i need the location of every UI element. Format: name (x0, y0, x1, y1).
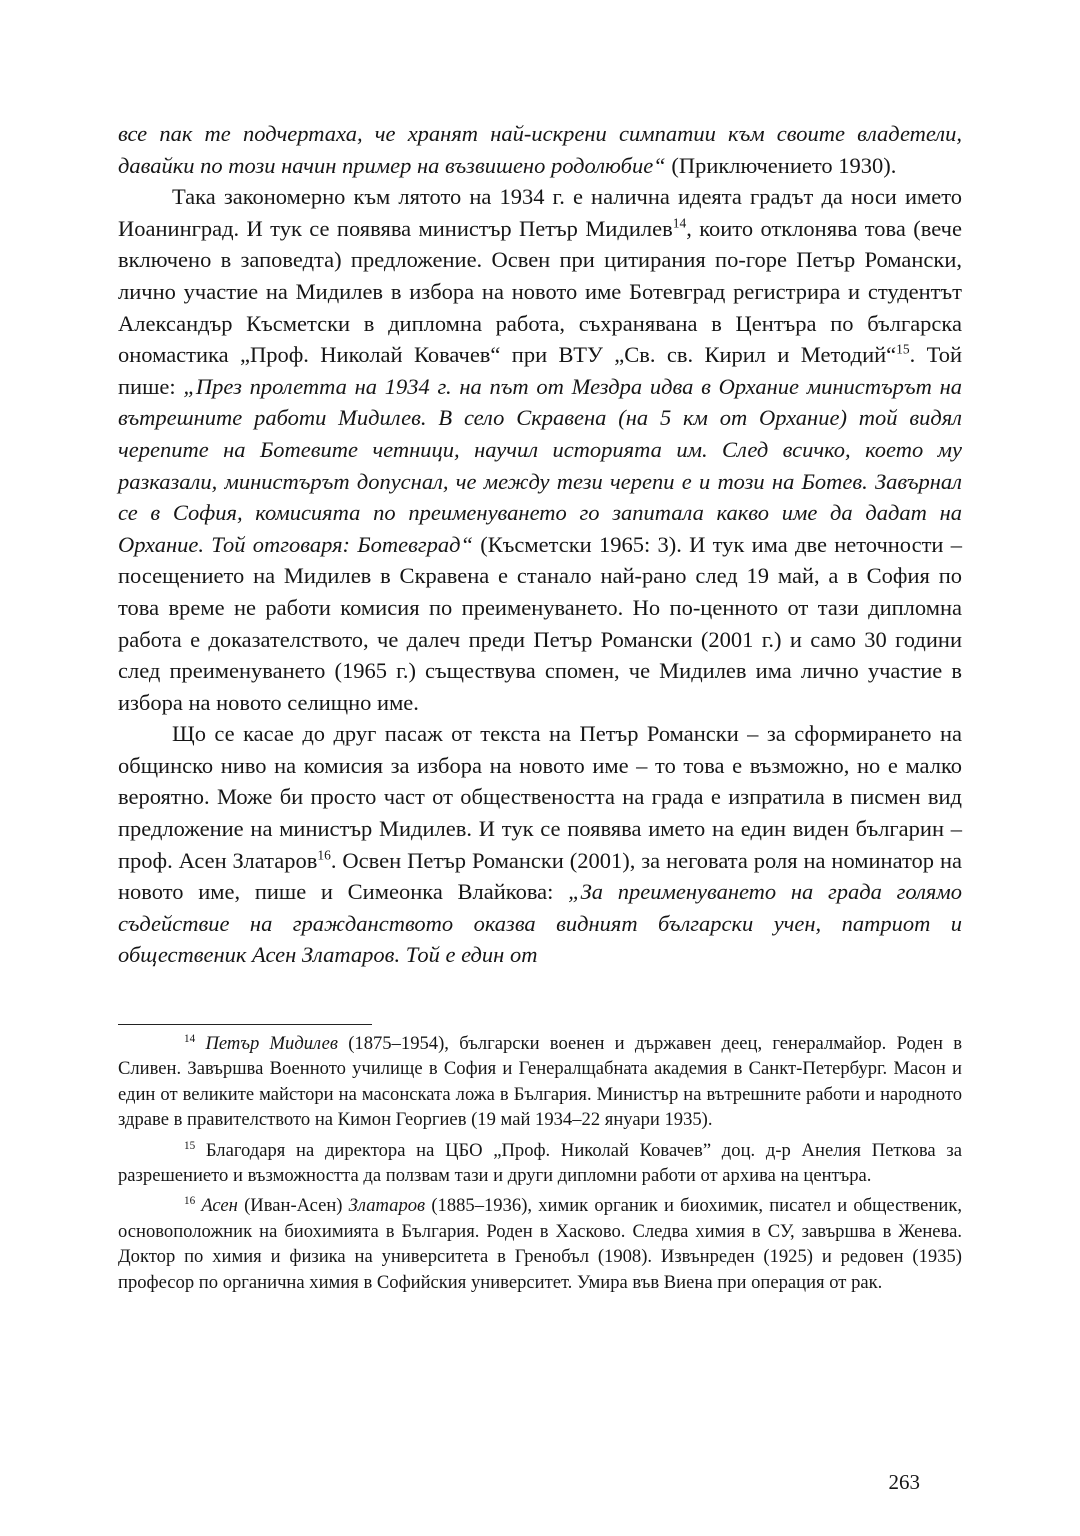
footnote-15-text: Благодаря на директора на ЦБО „Проф. Николай Ковачев” доц. д-р Анелия Петкова за разрешението и възможността да ползвам тази и други дипломни работи от архива на центъра. (118, 1139, 962, 1187)
footnote-ref-16[interactable]: 16 (317, 847, 331, 863)
paragraph-1 (118, 118, 962, 181)
footnote-16-name-middle: (Иван-Асен) (237, 1195, 349, 1217)
footnote-separator (118, 1024, 372, 1025)
footnote-16-name-last: Златаров (348, 1195, 426, 1217)
footnote-14-name: Петър Мидилев (205, 1033, 338, 1054)
paragraph-2-quote: „През пролетта на 1934 г. на път от Мездра идва в Орхание министърът на вътрешните работи Мидилев. В село Скравена (на 5 км от Орхание) той видял черепите на Ботевите четници, научил историята им. След всичко, което му разказали, министърът допуснал, че между тези черепи е и този на Ботев. Завърнал се в София, комисията по преименуването го запитала какво име да дадат на Орхание. Той отговаря: Ботевград“ (118, 373, 962, 557)
footnote-14-number: 14 (184, 1032, 196, 1045)
paragraph-2-text-a: Така закономерно към лятото на 1934 г. е налична идеята градът да носи името Иоанинград. И тук се появява министър Петър Мидилев (118, 184, 962, 241)
page-number: 263 (888, 1470, 920, 1494)
footnote-16-name-first: Асен (201, 1195, 238, 1217)
footnote-15 (118, 1138, 962, 1189)
paragraph-3 (118, 718, 962, 971)
paragraph-2-text-c: . Той пише: (118, 342, 963, 399)
footnote-ref-14[interactable]: 14 (672, 215, 687, 231)
footnote-14-text: (1875–1954), български военен и държавен деец, генералмайор. Роден в Сливен. Завършва Военното училище в София и Генералщабната академия в Санкт-Петербург. Масон и един от великите майстори на масонската ложа в България. Министър на вътрешните работи и народното здраве в правителството на Кимон Георгиев (19 май 1934–22 януари 1935). (118, 1033, 962, 1131)
footnotes (118, 1031, 962, 1300)
paragraph-2-text-d: (Късметски 1965: 3). И тук има две неточности – посещението на Мидилев в Скравена е станало най-рано след 19 май, а в София по това време не работи комисия по преименуването. Но по-ценното от тази дипломна работа е доказателството, че далеч преди Петър Романски (2001 г.) и само 30 години след преименуването (1965 г.) съществува спомен, че Мидилев има лично участие в избора на новото селищно име. (118, 531, 962, 715)
footnote-ref-15[interactable]: 15 (896, 341, 910, 357)
paragraph-2 (118, 181, 962, 718)
paragraph-1-quote: все пак те подчертаха, че хранят най-искрени симпатии към своите владетели, давайки по този начин пример на възвишено родолюбие“ (118, 121, 962, 178)
paragraph-3-quote: „За преименуването на града голямо съдействие на гражданството оказва видният български учен, патриот и общественик Асен Златаров. Той е един от (118, 879, 962, 968)
footnote-15-number: 15 (184, 1139, 196, 1152)
footnote-16 (118, 1193, 962, 1295)
paragraph-2-text-b: , които отклонява това (вече включено в заповедта) предложение. Освен при цитирания по-горе Петър Романски, лично участие на Мидилев в избора на новото име Ботевград регистрира и студентът Александър Късметски в дипломна работа, съхранявана в Центъра по българска ономастика „Проф. Николай Ковачев“ при ВТУ „Св. св. Кирил и Методий“ (118, 215, 962, 368)
body-text (118, 118, 962, 971)
footnote-16-text: (1885–1936), химик органик и биохимик, писател и общественик, основоположник на биохимията в България. Роден в Хасково. Следва химия в СУ, завършва в Женева. Доктор по химия и физика на университета в Гренобъл (1908). Извънреден (1925) и редовен (1935) професор по органична химия в Софийския университет. Умира във Виена при операция от рак. (118, 1195, 962, 1293)
paragraph-3-text-a: Що се касае до друг пасаж от текста на Петър Романски – за сформирането на общинско ниво на комисия за избора на новото име – то това е възможно, но е малко вероятно. Може би просто част от обществеността на града е изпратила в писмен вид предложение на министър Мидилев. И тук се появява името на един виден българин – проф. Асен Златаров (118, 721, 962, 873)
paragraph-1-citation: (Приключението 1930). (665, 152, 897, 178)
paragraph-3-text-b: . Освен Петър Романски (2001), за неговата роля на номинатор на новото име, пише и Симеонка Влайкова: (118, 847, 962, 905)
footnote-14 (118, 1031, 962, 1133)
footnote-16-number: 16 (184, 1195, 196, 1208)
